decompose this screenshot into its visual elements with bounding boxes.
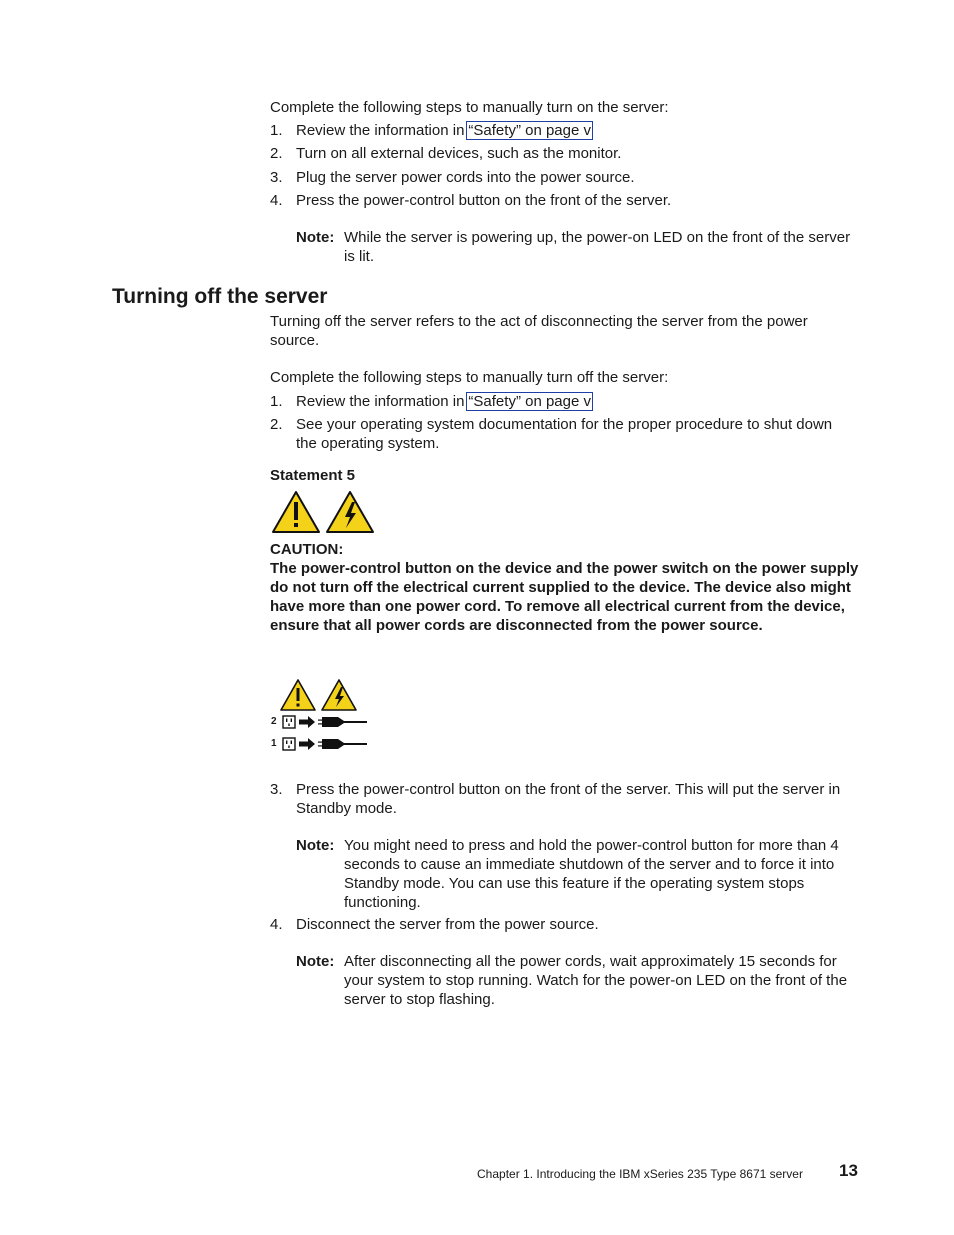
note-text: You might need to press and hold the power-control button for more than 4 seconds to cause an immediate shutdown of the server and to force it into Standby mode. You can use this feature if the operating system stops functioning. xyxy=(344,837,839,911)
section-title: Turning off the server xyxy=(112,285,328,308)
safety-link[interactable]: “Safety” on page v xyxy=(468,122,591,139)
cord-label: 1 xyxy=(271,738,277,749)
turn-off-description: Turning off the server refers to the act of disconnecting the server from the power source. xyxy=(270,313,808,349)
power-outlet-icon xyxy=(283,738,295,750)
warning-triangle-icon xyxy=(281,680,315,710)
small-hazard-icons xyxy=(280,678,372,712)
step-text: Plug the server power cords into the power source. xyxy=(296,169,635,186)
step-number: 3. xyxy=(270,169,283,186)
step-number: 1. xyxy=(270,122,283,139)
intro-turn-on: Complete the following steps to manually turn on the server: xyxy=(270,99,669,116)
step-number: 1. xyxy=(270,393,283,410)
footer-chapter: Chapter 1. Introducing the IBM xSeries 235 Type 8671 server xyxy=(477,1167,803,1181)
step-text xyxy=(296,392,862,411)
safety-link[interactable]: “Safety” on page v xyxy=(468,393,591,410)
power-outlet-icon xyxy=(283,716,295,728)
step-number: 3. xyxy=(270,781,283,798)
note-text: After disconnecting all the power cords, wait approximately 15 seconds for your system to stop running. Watch for the power-on LED on the front of the server to stop flashing. xyxy=(344,953,848,1008)
cord-label: 2 xyxy=(271,716,277,727)
hazard-icons xyxy=(272,490,376,534)
step-text xyxy=(296,121,862,140)
cord-row xyxy=(282,715,368,729)
step-number: 2. xyxy=(270,145,283,162)
note-label: Note: xyxy=(296,837,335,854)
power-plug-icon xyxy=(318,717,367,727)
step-number: 2. xyxy=(270,416,283,433)
statement-title: Statement 5 xyxy=(270,467,356,484)
step-number: 4. xyxy=(270,192,283,209)
note-label: Note: xyxy=(296,953,335,970)
warning-triangle-icon xyxy=(273,492,319,532)
intro-turn-off: Complete the following steps to manually turn off the server: xyxy=(270,369,669,386)
power-cord-diagram xyxy=(268,678,378,754)
caution-label: CAUTION: xyxy=(270,541,344,558)
step-number: 4. xyxy=(270,916,283,933)
step-text: Press the power-control button on the front of the server. xyxy=(296,192,672,209)
electrical-hazard-icon xyxy=(327,492,373,532)
step-text: Disconnect the server from the power source. xyxy=(296,916,599,933)
step-text-content: Review the information in xyxy=(296,393,465,410)
caution-text: The power-control button on the device and the power switch on the power supply do not turn off the electrical current supplied to the device. The device also might have more than one power cord. To remove all electrical current from the device, ensure that all power cords are disconnected from the power source. xyxy=(270,560,859,634)
electrical-hazard-icon xyxy=(322,680,356,710)
step-text: Turn on all external devices, such as the monitor. xyxy=(296,145,622,162)
step-text: See your operating system documentation for the proper procedure to shut down the operating system. xyxy=(296,416,833,452)
note-text: While the server is powering up, the power-on LED on the front of the server is lit. xyxy=(344,229,851,265)
power-plug-icon xyxy=(318,739,367,749)
cord-row xyxy=(282,737,368,751)
step-text-content: Review the information in xyxy=(296,122,465,139)
step-text: Press the power-control button on the front of the server. This will put the server in Standby mode. xyxy=(296,781,841,817)
page-number: 13 xyxy=(839,1161,858,1180)
note-label: Note: xyxy=(296,229,335,246)
